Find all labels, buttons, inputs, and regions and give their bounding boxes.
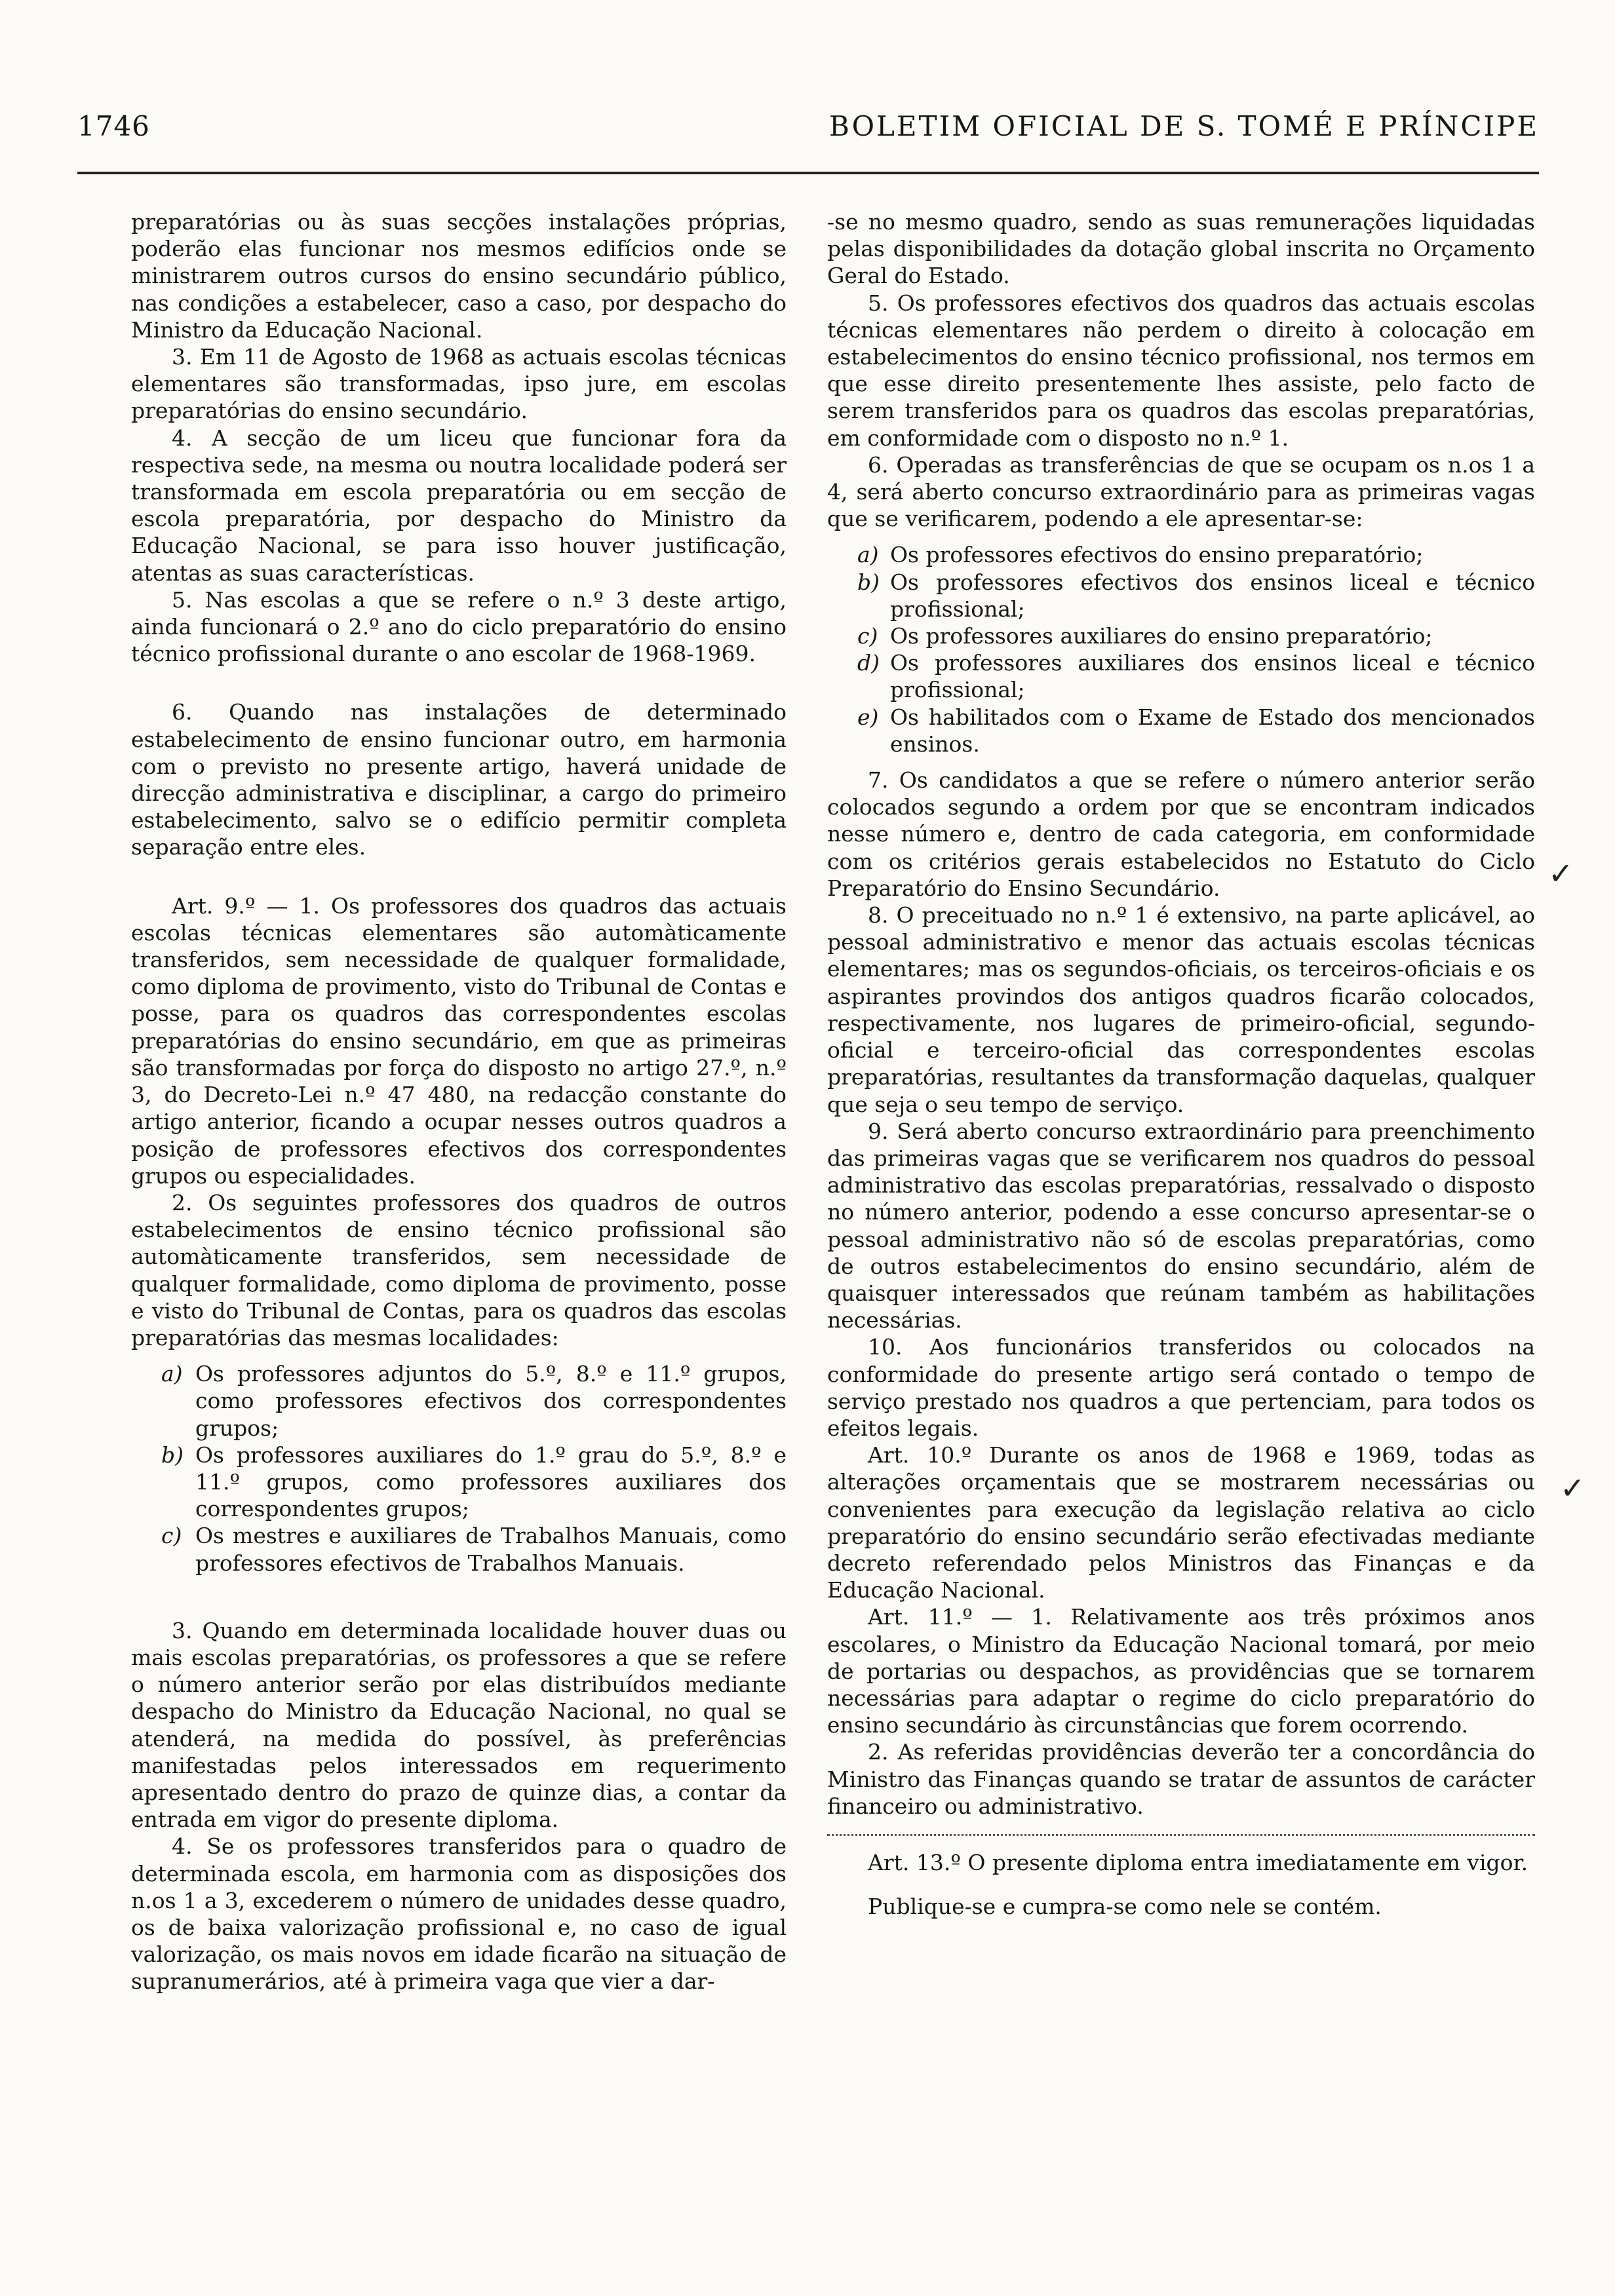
article-9-paragraph-3: 3. Quando em determinada localidade houver duas ou mais escolas preparatórias, os professores a que se refere o número anterior serão por elas distribuídos mediante despacho do Ministro da Educação Nacional, no qual se atenderá, na medida do possível, às preferências manifestadas pelos interessados em requerimento apresentado dentro do prazo de quinze dias, a contar da entrada em vigor do presente diploma. <box>131 1617 787 1833</box>
journal-title: BOLETIM OFICIAL DE S. TOMÉ E PRÍNCIPE <box>828 110 1539 142</box>
list-item-text: Os habilitados com o Exame de Estado dos mencionados ensinos. <box>890 704 1535 757</box>
list-item <box>131 1360 787 1442</box>
list-item <box>827 541 1535 568</box>
list-marker: b) <box>857 569 880 595</box>
list-item <box>827 649 1535 703</box>
article-9-paragraph-2: 2. Os seguintes professores dos quadros de outros estabelecimentos de ensino técnico profissional são automàticamente transferidos, sem necessidade de qualquer formalidade, como diploma de provimento, posse e visto do Tribunal de Contas, para os quadros das escolas preparatórias das mesmas localidades: <box>131 1189 787 1350</box>
page-number: 1746 <box>77 110 150 142</box>
list-item-text: Os professores adjuntos do 5.º, 8.º e 11.º grupos, como professores efectivos dos correspondentes grupos; <box>195 1361 787 1441</box>
list-marker: b) <box>161 1442 184 1468</box>
list-marker: c) <box>857 623 878 649</box>
paragraph-4: 4. A secção de um liceu que funcionar fora da respectiva sede, na mesma ou noutra localidade poderá ser transformada em escola preparatória ou em secção de escola preparatória, por despacho do Ministro da Educação Nacional, se para isso houver justificação, atentas as suas características. <box>131 425 787 586</box>
paragraph-6: 6. Operadas as transferências de que se ocupam os n.os 1 a 4, será aberto concurso extraordinário para as primeiras vagas que se verificarem, podendo a ele apresentar-se: <box>827 451 1535 532</box>
spacer <box>131 861 787 892</box>
list-item-text: Os professores auxiliares do ensino preparatório; <box>890 623 1433 649</box>
list-item-text: Os professores auxiliares do 1.º grau do 5.º, 8.º e 11.º grupos, como professores auxiliares dos correspondentes grupos; <box>195 1442 787 1522</box>
list-item <box>827 622 1535 649</box>
paragraph-10: 10. Aos funcionários transferidos ou colocados na conformidade do presente artigo será contado o tempo de serviço prestado nos quadros a que pertenciam, para todos os efeitos legais. <box>827 1334 1535 1441</box>
margin-mark-icon: ✓ <box>1560 1470 1586 1506</box>
article-9-list <box>131 1360 787 1577</box>
page-header <box>77 105 1539 152</box>
closing-formula: Publique-se e cumpra-se como nele se contém. <box>868 1894 1382 1920</box>
paragraph-7: 7. Os candidatos a que se refere o número anterior serão colocados segundo a ordem por que se encontram indicados nesse número e, dentro de cada categoria, em conformidade com os critérios gerais estabelecidos no Estatuto do Ciclo Preparatório do Ensino Secundário. <box>827 767 1535 901</box>
list-item-text: Os professores efectivos do ensino preparatório; <box>890 542 1424 568</box>
paragraph-continued: -se no mesmo quadro, sendo as suas remunerações liquidadas pelas disponibilidades da dotação global inscrita no Orçamento Geral do Estado. <box>827 209 1535 289</box>
list-item-text: Os professores efectivos dos ensinos liceal e técnico profissional; <box>890 569 1535 622</box>
paragraph-5: 5. Os professores efectivos dos quadros das actuais escolas técnicas elementares não perdem o direito à colocação em estabelecimentos do ensino técnico profissional, nos termos em que esse direito presentemente lhes assiste, pelo facto de serem transferidos para os quadros das escolas preparatórias, em conformidade com o disposto no n.º 1. <box>827 290 1535 451</box>
article-11-paragraph-2: 2. As referidas providências deverão ter a concordância do Ministro das Finanças quando se tratar de assuntos de carácter financeiro ou administrativo. <box>827 1739 1535 1819</box>
article-9-paragraph-1: Art. 9.º — 1. Os professores dos quadros das actuais escolas técnicas elementares são automàticamente transferidos, sem necessidade de qualquer formalidade, como diploma de provimento, visto do Tribunal de Contas e posse, para os quadros das correspondentes escolas preparatórias do ensino secundário, em que as primeiras são transformadas por força do disposto no artigo 27.º, n.º 3, do Decreto-Lei n.º 47 480, na redacção constante do artigo anterior, ficando a ocupar nesses outros quadros a posição de professores efectivos dos correspondentes grupos ou especialidades. <box>131 892 787 1189</box>
list-marker: a) <box>857 542 879 568</box>
list-item <box>827 704 1535 757</box>
list-item-text: Os professores auxiliares dos ensinos liceal e técnico profissional; <box>890 650 1535 703</box>
right-column <box>827 208 1535 1920</box>
list-marker: c) <box>161 1523 182 1549</box>
list-item <box>131 1442 787 1523</box>
paragraph-5: 5. Nas escolas a que se refere o n.º 3 deste artigo, ainda funcionará o 2.º ano do ciclo preparatório do ensino técnico profissional durante o ano escolar de 1968-1969. <box>131 586 787 667</box>
paragraph-6: 6. Quando nas instalações de determinado estabelecimento de ensino funcionar outro, em harmonia com o previsto no presente artigo, haverá unidade de direcção administrativa e disciplinar, a cargo do primeiro estabelecimento, salvo se o edifício permitir completa separação entre eles. <box>131 699 787 860</box>
article-13: Art. 13.º O presente diploma entra imediatamente em vigor. <box>868 1849 1528 1875</box>
list-marker: e) <box>857 704 879 730</box>
spacer <box>131 1586 787 1617</box>
list-item <box>131 1522 787 1576</box>
margin-mark-icon: ✓ <box>1548 856 1574 891</box>
paragraph-continued: preparatórias ou às suas secções instalações próprias, poderão elas funcionar nos mesmos edifícios onde se ministrarem outros cursos do ensino secundário público, nas condições a estabelecer, caso a caso, por despacho do Ministro da Educação Nacional. <box>131 209 787 343</box>
candidates-list <box>827 541 1535 757</box>
spacer <box>131 667 787 698</box>
article-11-paragraph-1: Art. 11.º — 1. Relativamente aos três próximos anos escolares, o Ministro da Educação Nacional tomará, por meio de portarias ou despachos, as providências que se tornarem necessárias para adaptar o regime do ciclo preparatório do ensino secundário às circunstâncias que forem ocorrendo. <box>827 1604 1535 1738</box>
paragraph-8: 8. O preceituado no n.º 1 é extensivo, na parte aplicável, ao pessoal administrativo e menor das actuais escolas técnicas elementares; mas os segundos-oficiais, os terceiros-oficiais e os aspirantes provindos dos antigos quadros ficarão colocados, respectivamente, nos lugares de primeiro-oficial, segundo-oficial e terceiro-oficial das correspondentes escolas preparatórias, resultantes da transformação daquelas, qualquer que seja o seu tempo de serviço. <box>827 902 1535 1117</box>
list-marker: d) <box>857 650 880 676</box>
article-10: Art. 10.º Durante os anos de 1968 e 1969, todas as alterações orçamentais que se mostrarem necessárias ou convenientes para execução da legislação relativa ao ciclo preparatório do ensino secundário serão efectivadas mediante decreto referendado pelos Ministros das Finanças e da Educação Nacional. <box>827 1442 1535 1603</box>
dotted-separator <box>827 1834 1535 1836</box>
paragraph-9: 9. Será aberto concurso extraordinário para preenchimento das primeiras vagas que se verificarem nos quadros do pessoal administrativo das escolas preparatórias, ressalvado o disposto no número anterior, podendo a esse concurso apresentar-se o pessoal administrativo não só de escolas preparatórias, como de outros estabelecimentos do ensino secundário, além de quaisquer interessados que reúnam também as habilitações necessárias. <box>827 1118 1535 1333</box>
left-column <box>131 208 787 1995</box>
header-divider <box>77 172 1539 174</box>
paragraph-3: 3. Em 11 de Agosto de 1968 as actuais escolas técnicas elementares são transformadas, ipso jure, em escolas preparatórias do ensino secundário. <box>131 344 787 424</box>
list-item <box>827 569 1535 622</box>
article-9-paragraph-4: 4. Se os professores transferidos para o quadro de determinada escola, em harmonia com as disposições dos n.os 1 a 3, excederem o número de unidades desse quadro, os de baixa valorização profissional e, no caso de igual valorização, os mais novos em idade ficarão na situação de supranumerários, até à primeira vaga que vier a dar- <box>131 1833 787 1995</box>
list-marker: a) <box>161 1361 183 1387</box>
list-item-text: Os mestres e auxiliares de Trabalhos Manuais, como professores efectivos de Trabalhos Manuais. <box>195 1523 787 1576</box>
